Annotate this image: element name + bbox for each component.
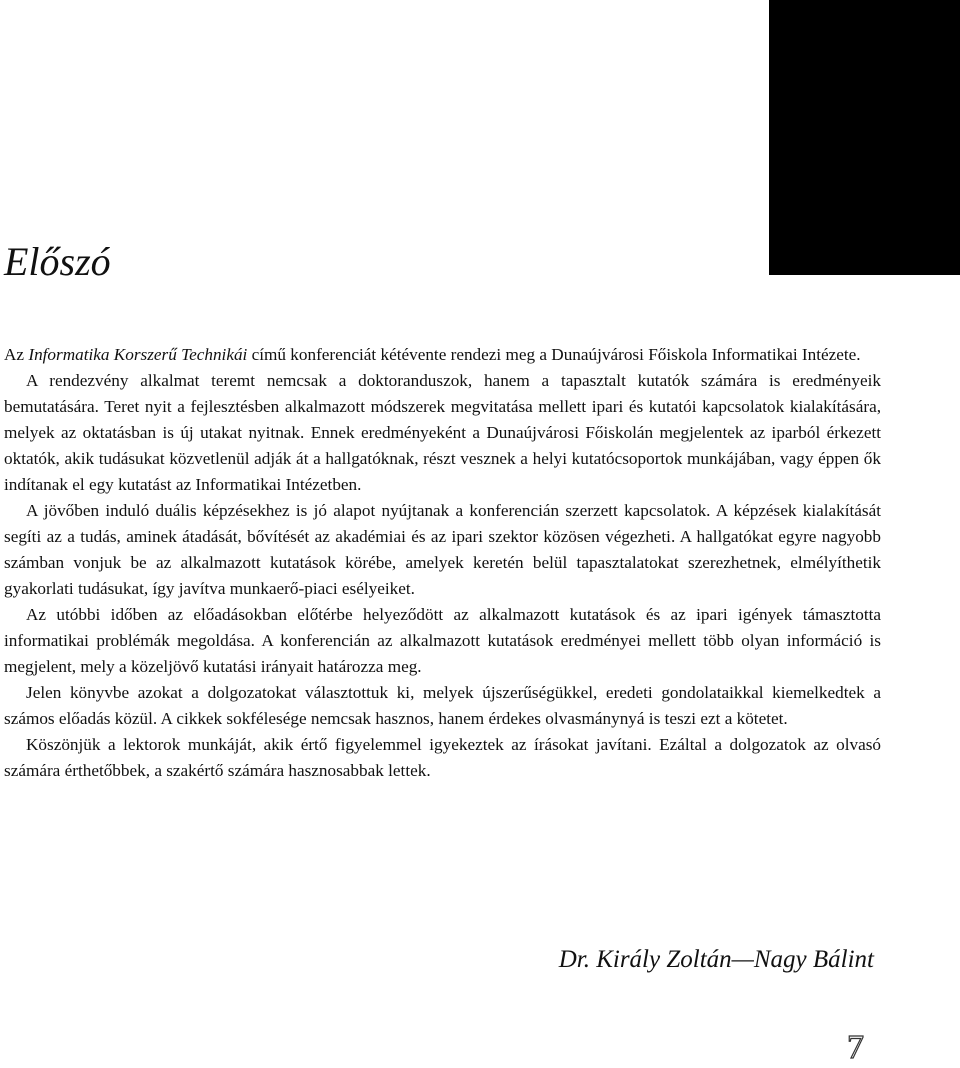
corner-black-block [769,0,960,275]
page-title: Előszó [4,239,111,284]
paragraph [4,498,881,602]
page-number: 7 [847,1029,864,1066]
italic-text: Informatika Korszerű Technikái [28,345,248,364]
paragraph-text: A jövőben induló duális képzésekhez is jó alapot nyújtanak a konferencián szerzett kapcsolatok. A képzések kialakítását segíti az a tudás, aminek átadását, bővítését az akadémiai és az ipari szektor közösen végezheti. A hallgatókat egyre nagyobb számban vonjuk be az alkalmazott kutatások körébe, amelyek keretén belül tapasztalatokat szerezhetnek, elmélyíthetik gyakorlati tudásukat, így javítva munkaerő-piaci esélyeiket. [4,501,881,598]
body-text [4,342,881,784]
paragraph-text: Az [4,345,29,364]
paragraph [4,368,881,498]
paragraph-text: Köszönjük a lektorok munkáját, akik értő figyelemmel igyekeztek az írásokat javítani. Ezáltal a dolgozatok az olvasó számára érthetőbbek, a szakértő számára hasznosabbak lettek. [4,735,881,780]
paragraph [4,732,881,784]
paragraph-text: Az utóbbi időben az előadásokban előtérbe helyeződött az alkalmazott kutatások és az ipari igények támasztotta informatikai problémák megoldása. A konferencián az alkalmazott kutatások eredményei mellett több olyan információ is megjelent, mely a közeljövő kutatási irányait határozza meg. [4,605,881,676]
paragraph [4,602,881,680]
paragraph [4,680,881,732]
paragraph-text: című konferenciát kétévente rendezi meg a Dunaújvárosi Főiskola Informatikai Intézete. [247,345,861,364]
paragraph-text: Jelen könyvbe azokat a dolgozatokat választottuk ki, melyek újszerűségükkel, eredeti gondolataikkal kiemelkedtek a számos előadás közül. A cikkek sokfélesége nemcsak hasznos, hanem érdekes olvasmánynyá is teszi ezt a kötetet. [4,683,881,728]
paragraph [4,342,881,368]
signature: Dr. Király Zoltán—Nagy Bálint [558,946,874,973]
paragraph-text: A rendezvény alkalmat teremt nemcsak a doktoranduszok, hanem a tapasztalt kutatók számára is eredményeik bemutatására. Teret nyit a fejlesztésben alkalmazott módszerek megvitatása mellett ipari és kutatói kapcsolatok kialakítására, melyek az oktatásban is új utakat nyitnak. Ennek eredményeként a Dunaújvárosi Főiskolán megjelentek az iparból érkezett oktatók, akik tudásukat közvetlenül adják át a hallgatóknak, részt vesznek a helyi kutatócsoportok munkájában, vagy éppen ők indítanak el egy kutatást az Informatikai Intézetben. [4,371,881,494]
